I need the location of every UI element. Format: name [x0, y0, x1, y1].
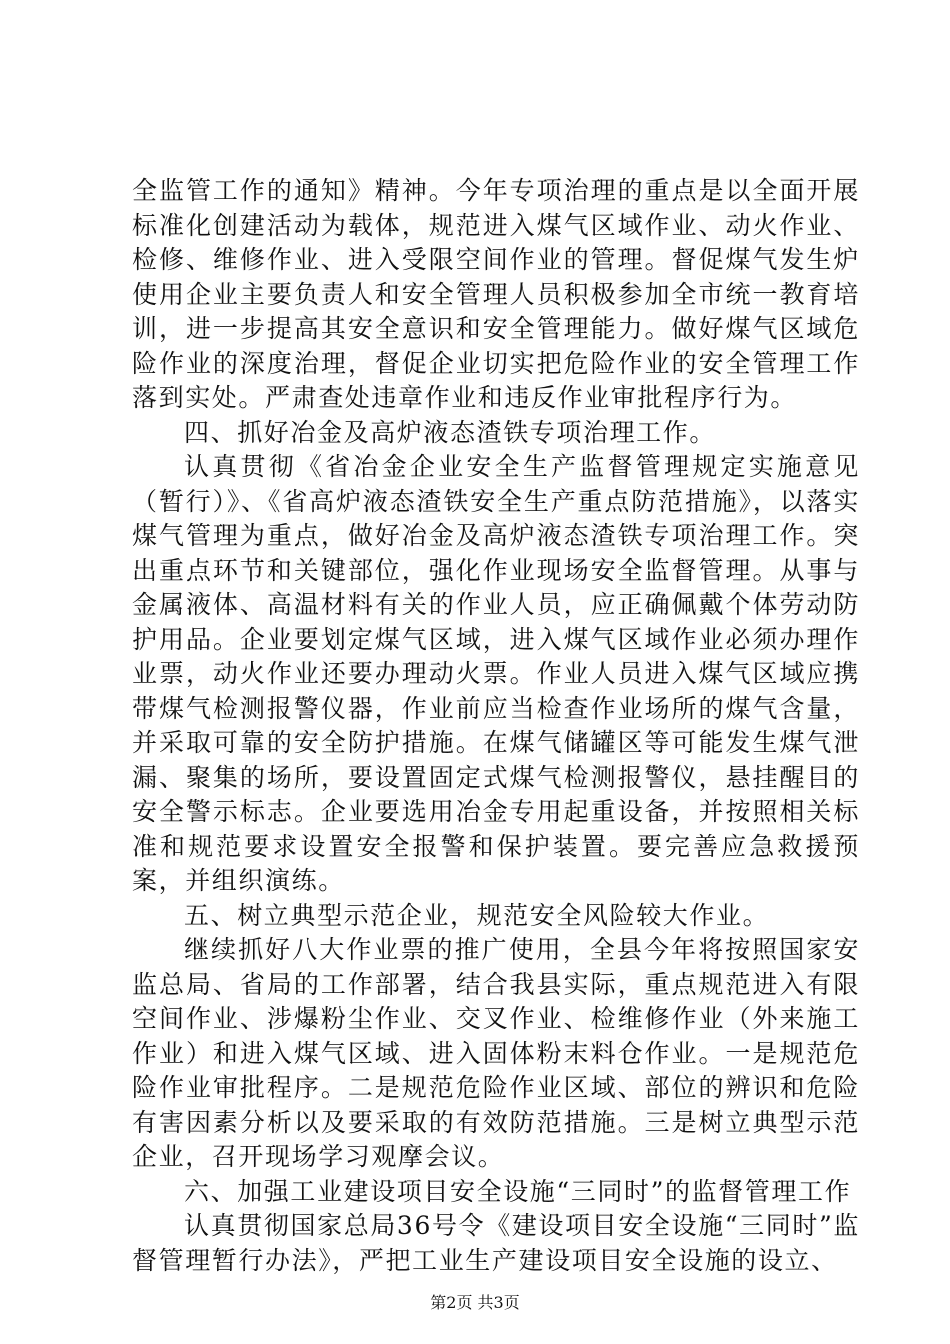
- section-heading-4: 四、抓好冶金及高炉液态渣铁专项治理工作。: [184, 417, 717, 447]
- section-heading-5: 五、树立典型示范企业，规范安全风险较大作业。: [184, 900, 770, 930]
- page-footer: 第2页 共3页: [430, 1293, 520, 1312]
- document-body: [132, 174, 860, 1278]
- paragraph-section-6: 认真贯彻国家总局36号令《建设项目安全设施“三同时”监督管理暂行办法》，严把工业生产建设项目安全设施的设立、: [132, 1211, 860, 1275]
- paragraph-section-4: 认真贯彻《省冶金企业安全生产监督管理规定实施意见（暂行）》、《省高炉液态渣铁安全生产重点防范措施》，以落实煤气管理为重点，做好冶金及高炉液态渣铁专项治理工作。突出重点环节和关键部位，强化作业现场安全监督管理。从事与金属液体、高温材料有关的作业人员，应正确佩戴个体劳动防护用品。企业要划定煤气区域，进入煤气区域作业必须办理作业票，动火作业还要办理动火票。作业人员进入煤气区域应携带煤气检测报警仪器，作业前应当检查作业场所的煤气含量，并采取可靠的安全防护措施。在煤气储罐区等可能发生煤气泄漏、聚集的场所，要设置固定式煤气检测报警仪，悬挂醒目的安全警示标志。企业要选用冶金专用起重设备，并按照相关标准和规范要求设置安全报警和保护装置。要完善应急救援预案，并组织演练。: [132, 452, 860, 895]
- paragraph-continuation: 全监管工作的通知》精神。今年专项治理的重点是以全面开展标准化创建活动为载体，规范进入煤气区域作业、动火作业、检修、维修作业、进入受限空间作业的管理。督促煤气发生炉使用企业主要负责人和安全管理人员积极参加全市统一教育培训，进一步提高其安全意识和安全管理能力。做好煤气区域危险作业的深度治理，督促企业切实把危险作业的安全管理工作落到实处。严肃查处违章作业和违反作业审批程序行为。: [132, 176, 860, 412]
- paragraph-section-5: 继续抓好八大作业票的推广使用，全县今年将按照国家安监总局、省局的工作部署，结合我县实际，重点规范进入有限空间作业、涉爆粉尘作业、交叉作业、检维修作业（外来施工作业）和进入煤气区域、进入固体粉末料仓作业。一是规范危险作业审批程序。二是规范危险作业区域、部位的辨识和危险有害因素分析以及要采取的有效防范措施。三是树立典型示范企业，召开现场学习观摩会议。: [132, 935, 860, 1171]
- section-heading-6: 六、加强工业建设项目安全设施“三同时”的监督管理工作: [184, 1176, 852, 1206]
